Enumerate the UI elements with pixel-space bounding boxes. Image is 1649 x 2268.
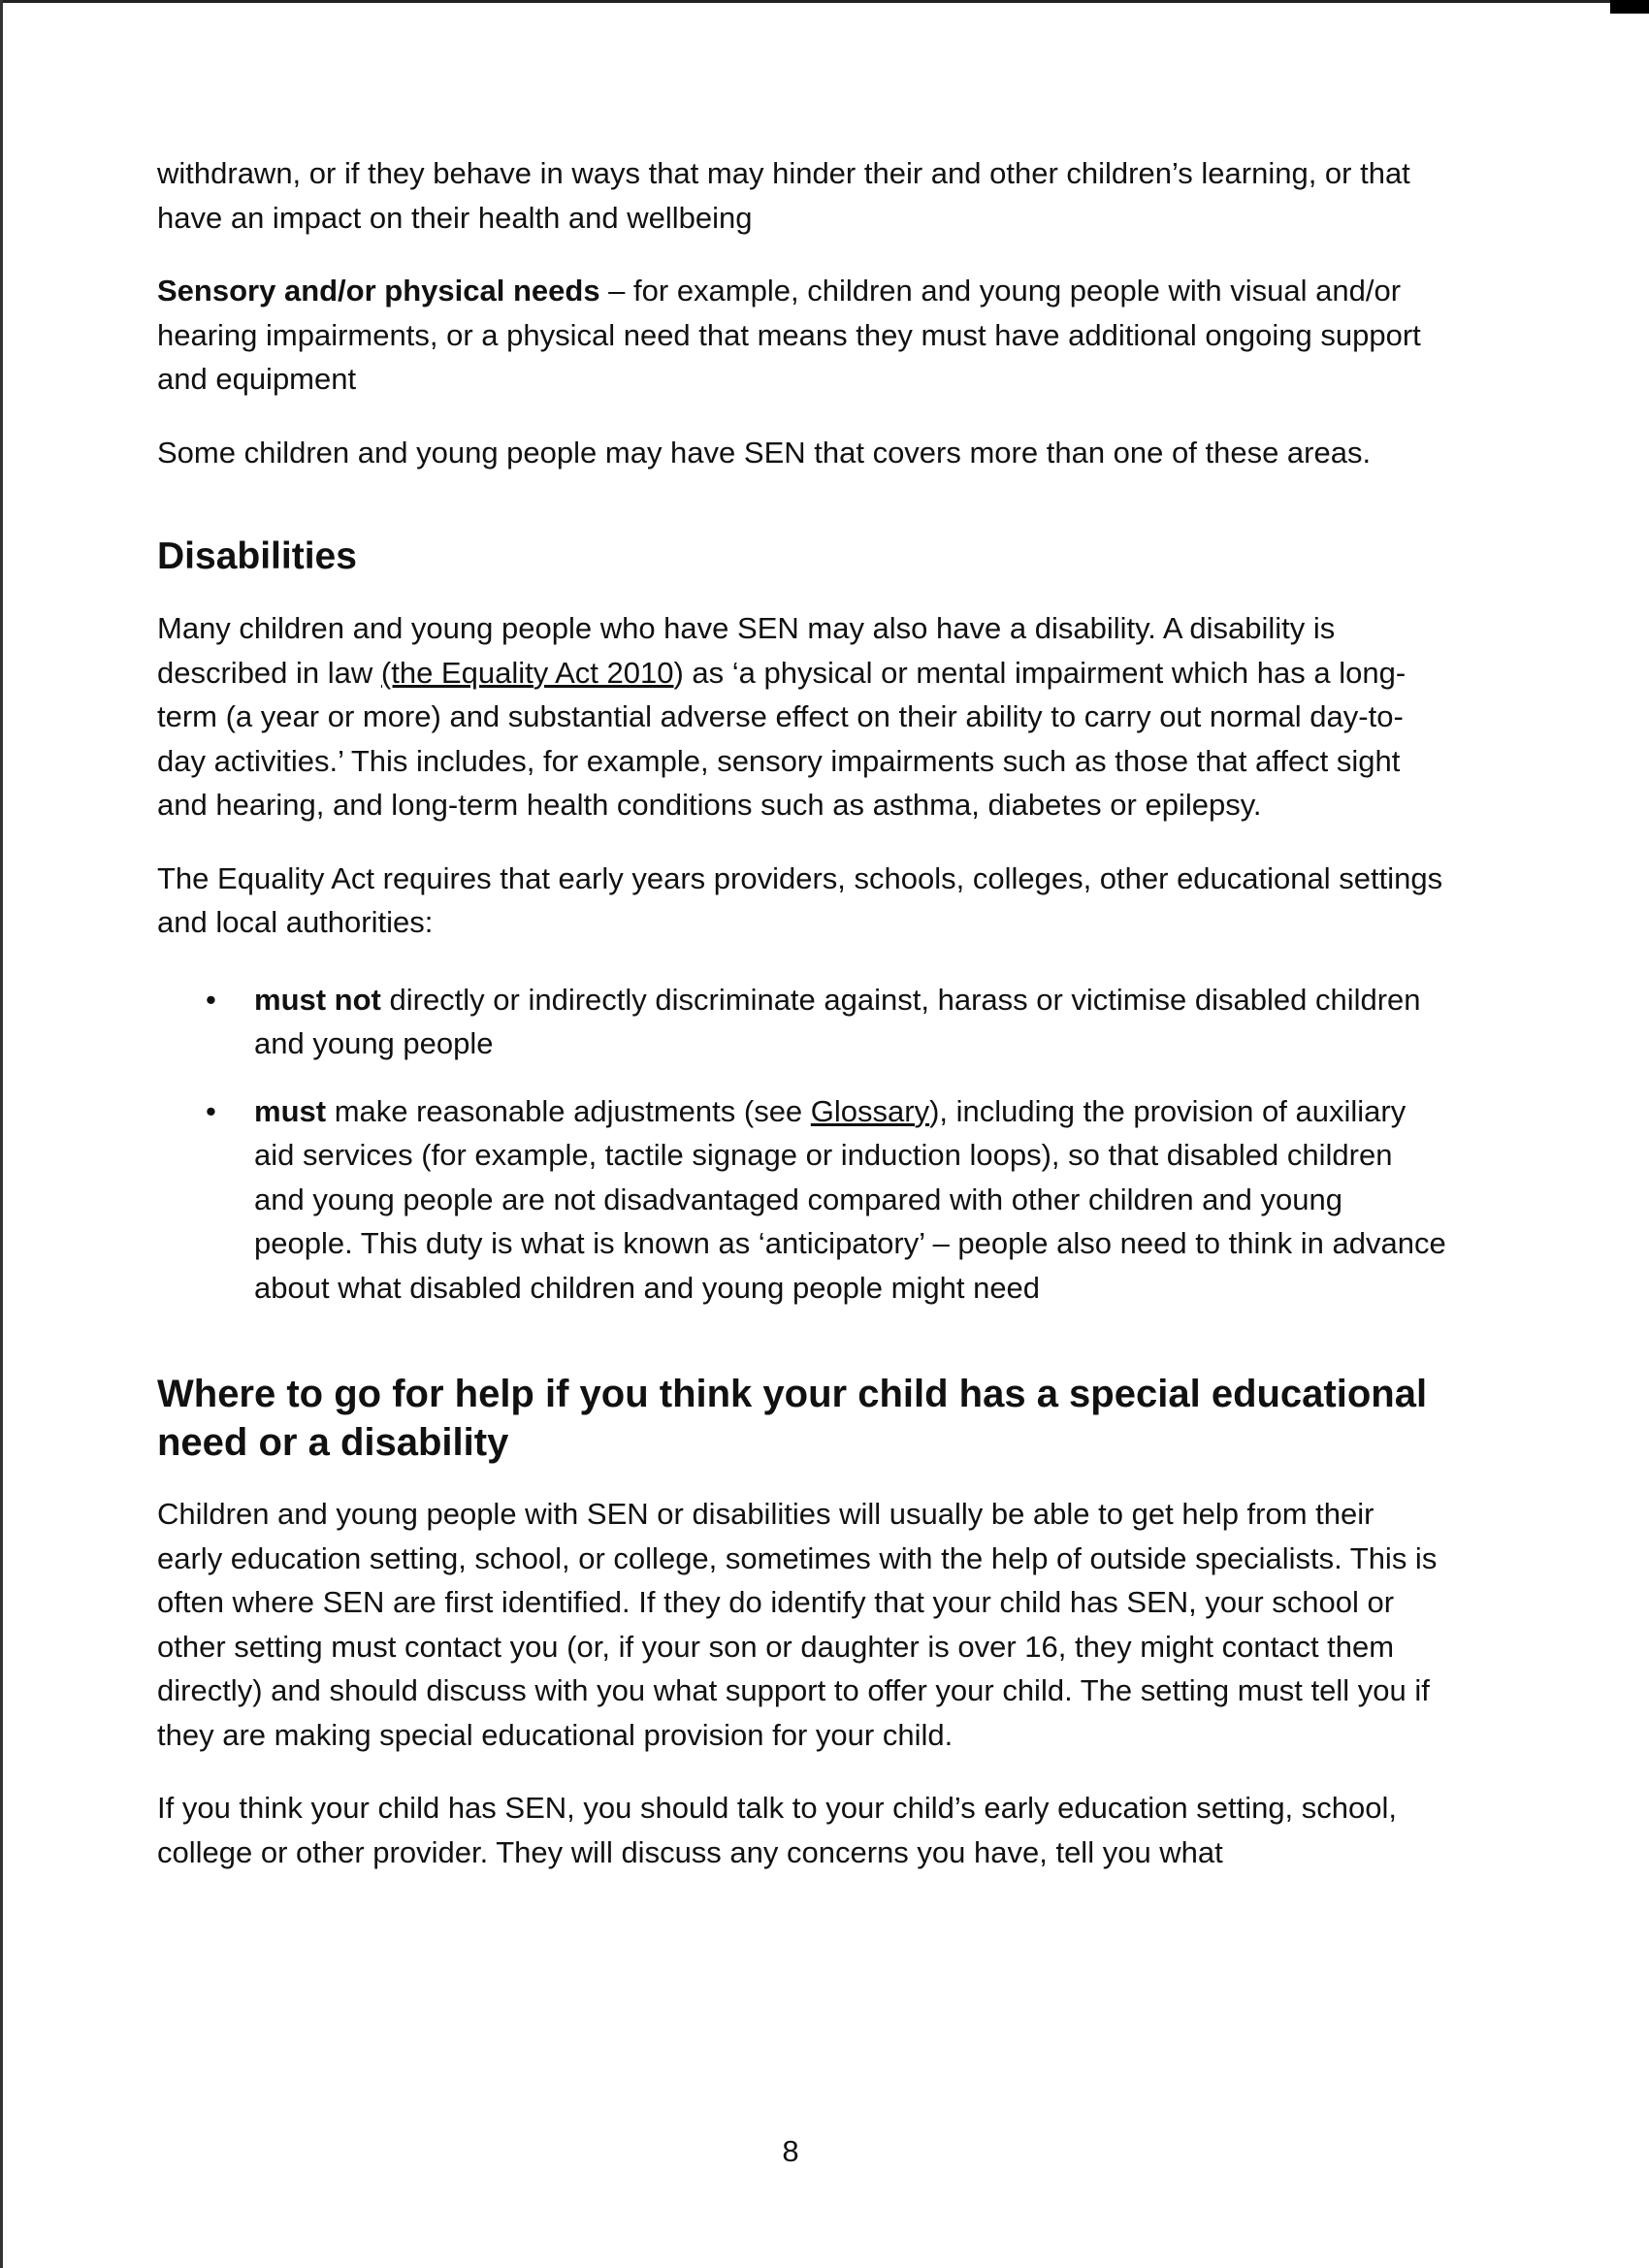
equality-act-requirements-paragraph: The Equality Act requires that early years providers, schools, colleges, other educational settings and local authorities: [157, 860, 1443, 939]
glossary-link[interactable]: Glossary [810, 1093, 930, 1128]
intro-paragraph-continued: withdrawn, or if they behave in ways that may hinder their and other children’s learning, or that have an impact on their health and wellbeing [157, 156, 1410, 235]
equality-act-link[interactable]: (the Equality Act 2010 [380, 655, 674, 690]
requirement-text-start: make reasonable adjustments (see [326, 1093, 811, 1128]
definition-text-start: Many children and young people who have SEN may also have a disability. A disability is described in law [157, 611, 1336, 690]
sensory-needs-term: Sensory and/or physical needs [157, 274, 600, 308]
page-content [157, 151, 1447, 1874]
list-item [157, 978, 1447, 1066]
sensory-needs-description: – for example, children and young people with visual and/or hearing impairments, or a physical need that means they must have additional ongoing support and equipment [157, 274, 1421, 396]
scan-edge-top [0, 0, 1649, 3]
requirement-keyword: must [254, 1093, 327, 1128]
multiple-areas-paragraph: Some children and young people may have SEN that covers more than one of these areas. [157, 435, 1372, 470]
scan-corner-mark [1610, 0, 1649, 14]
requirement-text: directly or indirectly discriminate against, harass or victimise disabled children and young people [254, 982, 1421, 1060]
sensory-needs-paragraph [157, 269, 1447, 402]
bullet-icon: • [206, 1093, 216, 1128]
requirement-keyword: must not [254, 982, 381, 1017]
definition-text-end: ) as ‘a physical or mental impairment which has a long-term (a year or more) and substantial adverse effect on their ability to carry out normal day-to-day activities.’ This includes, for example, sensory impairments such as those that affect sight and hearing, and long-term health conditions such as asthma, diabetes or epilepsy. [157, 655, 1406, 822]
bullet-icon: • [206, 982, 216, 1017]
requirement-text-end: ), including the provision of auxiliary aid services (for example, tactile signage or induction loops), so that disabled children and young people are not disadvantaged compared with other children and young people. This duty is what is known as ‘anticipatory’ – people also need to think in advance about what disabled children and young people might need [254, 1093, 1446, 1305]
disabilities-heading: Disabilities [157, 535, 357, 577]
where-to-go-for-help-heading: Where to go for help if you think your child has a special educational need or a disability [157, 1373, 1428, 1464]
help-paragraph: Children and young people with SEN or disabilities will usually be able to get help from their early education setting, school, or college, sometimes with the help of outside specialists. This is often where SEN are first identified. If they do identify that your child has SEN, your school or other setting must contact you (or, if your son or daughter is over 16, they might contact them directly) and should discuss with you what support to offer your child. The setting must tell you if they are making special educational provision for your child. [157, 1497, 1438, 1752]
scan-edge-left [0, 0, 3, 2268]
talk-to-provider-paragraph: If you think your child has SEN, you should talk to your child’s early education setting, school, college or other provider. They will discuss any concerns you have, tell you what [157, 1791, 1398, 1869]
requirements-list [157, 978, 1447, 1311]
list-item [157, 1089, 1447, 1311]
disability-definition-paragraph [157, 606, 1447, 827]
page-number: 8 [782, 2134, 799, 2168]
